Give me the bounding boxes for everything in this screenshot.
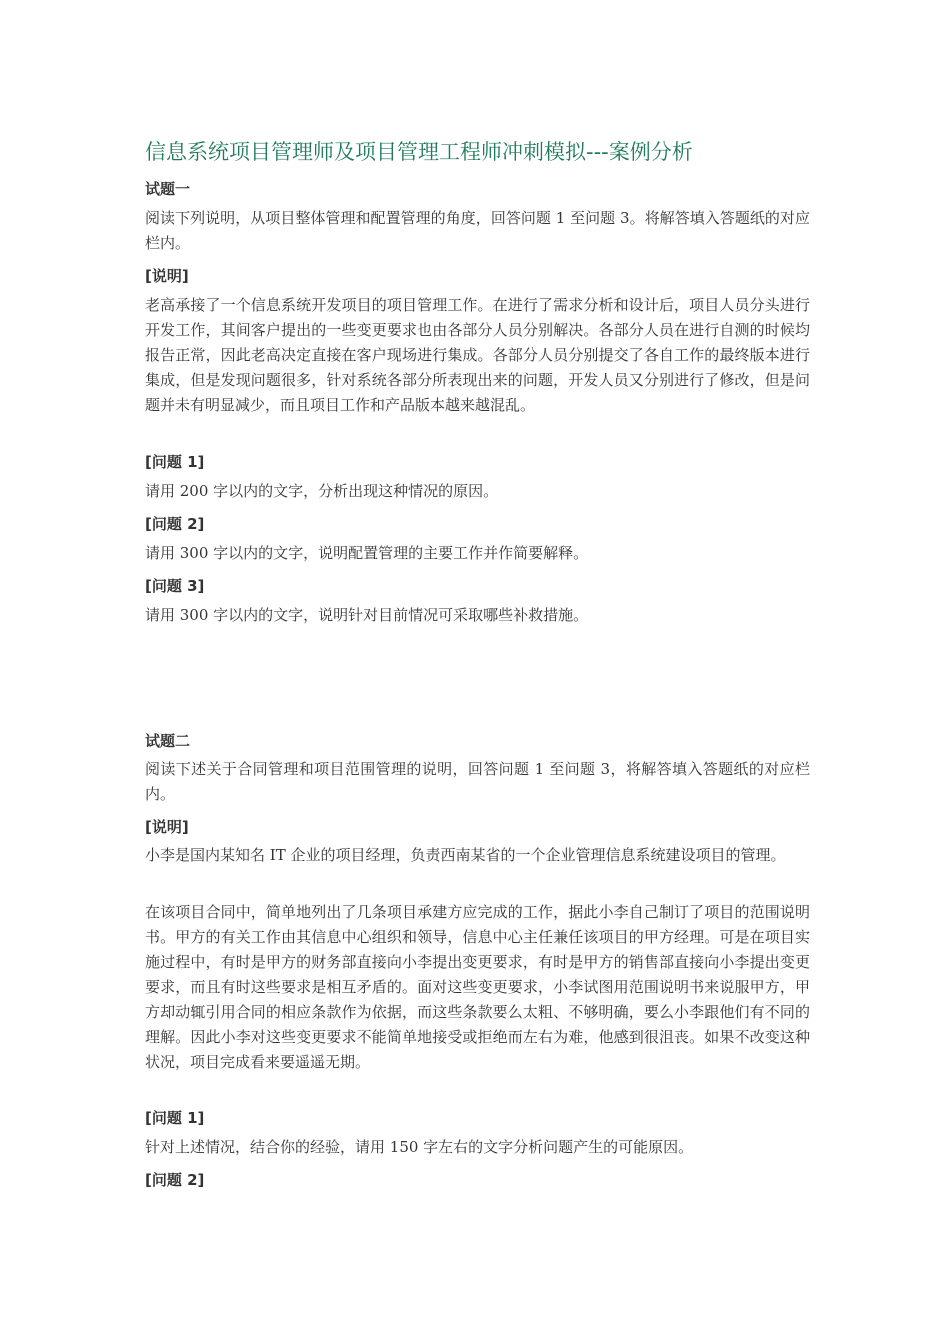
question-1-problem-3-label: [问题 3] [145, 577, 205, 595]
question-1-description-label: [说明] [145, 267, 189, 285]
question-1-description: 老高承接了一个信息系统开发项目的项目管理工作。在进行了需求分析和设计后，项目人员分头进行开发工作，其间客户提出的一些变更要求也由各部分人员分别解决。各部分人员在进行自测的时候均报告正常，因此老高决定直接在客户现场进行集成。各部分人员分别提交了各自工作的最终版本进行集成，但是发现问题很多，针对系统各部分所表现出来的问题，开发人员又分别进行了修改，但是问题并未有明显减少，而且项目工作和产品版本越来越混乱。 [145, 296, 810, 414]
question-2-description-2: 在该项目合同中，简单地列出了几条项目承建方应完成的工作，据此小李自己制订了项目的范围说明书。甲方的有关工作由其信息中心组织和领导，信息中心主任兼任该项目的甲方经理。可是在项目实施过程中，有时是甲方的财务部直接向小李提出变更要求，有时是甲方的销售部直接向小李提出变更要求，而且有时这些要求是相互矛盾的。面对这些变更要求，小李试图用范围说明书来说服甲方，甲方却动辄引用合同的相应条款作为依据，而这些条款要么太粗、不够明确，要么小李跟他们有不同的理解。因此小李对这些变更要求不能简单地接受或拒绝而左右为难，他感到很沮丧。如果不改变这种状况，项目完成看来要遥遥无期。 [145, 903, 810, 1071]
question-1-problem-1-label: [问题 1] [145, 453, 205, 471]
question-2-heading: 试题二 [145, 732, 191, 750]
question-2-intro: 阅读下述关于合同管理和项目范围管理的说明，回答问题 1 至问题 3，将解答填入答题纸的对应栏内。 [145, 760, 810, 803]
page-title: 信息系统项目管理师及项目管理工程师冲刺模拟---案例分析 [145, 140, 693, 164]
question-1-problem-2-label: [问题 2] [145, 515, 205, 533]
question-2-description-1: 小李是国内某知名 IT 企业的项目经理，负责西南某省的一个企业管理信息系统建设项目的管理。 [145, 846, 786, 864]
question-2-problem-2-label: [问题 2] [145, 1171, 205, 1189]
question-2-problem-1-label: [问题 1] [145, 1109, 205, 1127]
question-1-problem-1: 请用 200 字以内的文字，分析出现这种情况的原因。 [145, 482, 499, 500]
question-1-problem-2: 请用 300 字以内的文字，说明配置管理的主要工作并作简要解释。 [145, 544, 589, 562]
question-1-intro: 阅读下列说明，从项目整体管理和配置管理的角度，回答问题 1 至问题 3。将解答填入答题纸的对应栏内。 [145, 209, 810, 252]
question-1-heading: 试题一 [145, 180, 191, 198]
question-2-problem-1: 针对上述情况，结合你的经验，请用 150 字左右的文字分析问题产生的可能原因。 [145, 1138, 694, 1156]
question-1-problem-3: 请用 300 字以内的文字，说明针对目前情况可采取哪些补救措施。 [145, 606, 589, 624]
question-2-description-label: [说明] [145, 818, 189, 836]
